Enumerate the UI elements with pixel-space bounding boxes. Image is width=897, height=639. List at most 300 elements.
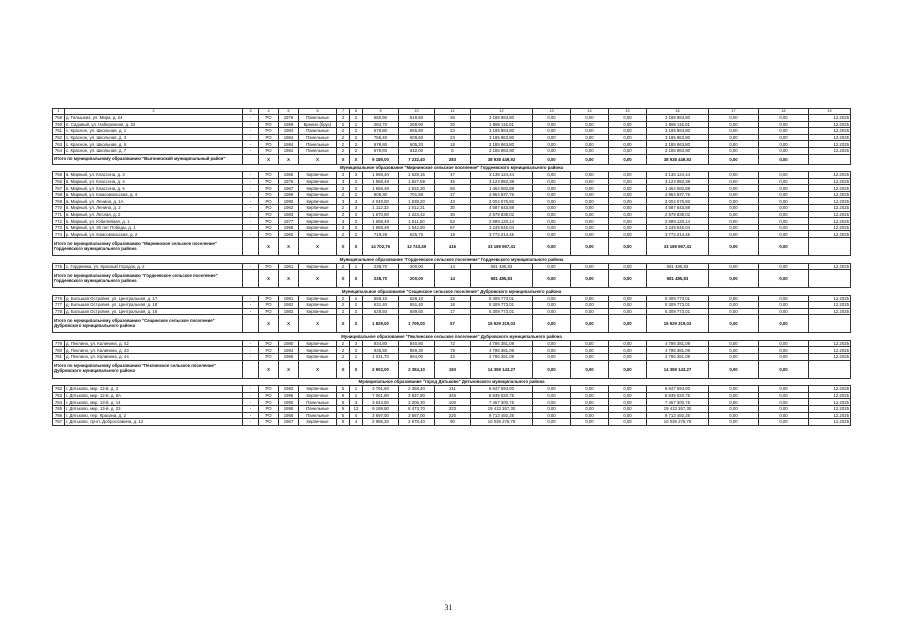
table-cell: 0,00 bbox=[709, 172, 759, 179]
table-cell: 2 978 839,02 bbox=[471, 211, 533, 218]
table-cell: 2 bbox=[350, 147, 363, 154]
table-cell: 3 185 863,80 bbox=[647, 115, 709, 122]
table-cell: 3 bbox=[337, 185, 350, 192]
table-cell: 0,00 bbox=[609, 224, 647, 231]
total-cell: Х bbox=[337, 270, 350, 288]
table-cell: 0,00 bbox=[533, 419, 571, 426]
address-cell: д. Пеклино, ул. Калинина, д. 43 bbox=[65, 347, 243, 354]
table-cell: 5 bbox=[435, 147, 471, 154]
table-cell: 22 bbox=[435, 295, 471, 302]
table-cell: 3 bbox=[350, 224, 363, 231]
table-cell: 12.2025 bbox=[809, 121, 851, 128]
table-cell: 0,00 bbox=[759, 185, 809, 192]
column-number: 2 bbox=[65, 109, 243, 115]
table-cell: 0,00 bbox=[709, 218, 759, 225]
total-cell: 193 bbox=[435, 360, 471, 378]
table-cell: 1 112,33 bbox=[363, 205, 399, 212]
table-cell: 609,60 bbox=[399, 134, 435, 141]
table-cell: 1 bbox=[350, 263, 363, 270]
table-cell: 764 bbox=[53, 147, 65, 154]
total-cell: Х bbox=[337, 360, 350, 378]
table-cell: РО bbox=[259, 392, 279, 399]
table-cell: Кирпичные bbox=[299, 218, 337, 225]
table-cell: 0,00 bbox=[533, 115, 571, 122]
table-cell: 4 587 643,88 bbox=[471, 205, 533, 212]
table-cell: 3 185 863,80 bbox=[647, 147, 709, 154]
total-cell: 0,00 bbox=[609, 360, 647, 378]
total-cell: 681 485,83 bbox=[647, 270, 709, 288]
table-cell: Панельные bbox=[299, 128, 337, 135]
table-cell: 2 bbox=[350, 141, 363, 148]
table-cell: 3 bbox=[337, 198, 350, 205]
table-cell: РО bbox=[259, 211, 279, 218]
table-cell: 0,00 bbox=[571, 340, 609, 347]
table-cell: 0,00 bbox=[709, 419, 759, 426]
table-cell: 12.2025 bbox=[809, 386, 851, 393]
table-row bbox=[53, 115, 851, 122]
table-cell: 5 309 773,01 bbox=[471, 302, 533, 309]
table-cell: 220 bbox=[435, 412, 471, 419]
address-cell: в. Мирный, ул. Классона, д. 3 bbox=[65, 172, 243, 179]
table-cell: 0,00 bbox=[609, 128, 647, 135]
table-cell: 0,00 bbox=[533, 121, 571, 128]
table-cell: 0,00 bbox=[571, 141, 609, 148]
table-cell: Кирпичные bbox=[299, 191, 337, 198]
table-cell: 0,00 bbox=[759, 134, 809, 141]
table-cell: 5 309 773,01 bbox=[471, 308, 533, 315]
table-cell: 2 bbox=[337, 302, 350, 309]
table-cell: Кирпичные bbox=[299, 205, 337, 212]
table-cell: 701,59 bbox=[399, 191, 435, 198]
total-cell: 14 359 143,27 bbox=[471, 360, 533, 378]
table-cell: 0,00 bbox=[709, 399, 759, 406]
table-cell: 12.2025 bbox=[809, 134, 851, 141]
table-cell: 2 bbox=[350, 308, 363, 315]
table-cell: 777 bbox=[53, 302, 65, 309]
table-cell: 0,00 bbox=[709, 191, 759, 198]
table-cell: 0,00 bbox=[609, 412, 647, 419]
table-cell: 23 bbox=[435, 134, 471, 141]
column-number: 1 bbox=[53, 109, 65, 115]
total-cell: 2 384,10 bbox=[399, 360, 435, 378]
table-cell: 0,00 bbox=[759, 412, 809, 419]
table-cell: 0,00 bbox=[609, 347, 647, 354]
table-cell: - bbox=[243, 191, 259, 198]
column-number: 14 bbox=[571, 109, 609, 115]
table-cell: 2 368,40 bbox=[399, 386, 435, 393]
table-cell: РО bbox=[259, 354, 279, 361]
section-title: Муниципальное образование "Мирнинское сельское поселение" Гордеевского муниципального района bbox=[53, 164, 851, 172]
table-cell: 43 bbox=[435, 354, 471, 361]
table-cell: 345 bbox=[435, 392, 471, 399]
total-row bbox=[53, 238, 851, 256]
table-cell: 2 bbox=[350, 115, 363, 122]
total-cell: Х bbox=[279, 360, 299, 378]
total-cell: 12 743,49 bbox=[399, 238, 435, 256]
table-cell: 591,40 bbox=[399, 302, 435, 309]
table-cell bbox=[243, 270, 259, 288]
total-cell: 681 485,83 bbox=[471, 270, 533, 288]
table-cell: 0,00 bbox=[533, 205, 571, 212]
table-cell: 0,00 bbox=[609, 392, 647, 399]
table-cell: Панельные bbox=[299, 141, 337, 148]
table-cell: 3 bbox=[350, 211, 363, 218]
total-label: Итого по муниципальному образованию "Мирнинское сельское поселение" Гордеевского муниципального района bbox=[53, 238, 243, 256]
table-cell: 1 bbox=[350, 121, 363, 128]
table-cell: 0,00 bbox=[709, 134, 759, 141]
table-cell: 775 bbox=[53, 263, 65, 270]
table-cell: 770 bbox=[53, 205, 65, 212]
table-cell: 0,00 bbox=[533, 224, 571, 231]
table-cell: 0,00 bbox=[709, 185, 759, 192]
total-cell: 0,00 bbox=[759, 360, 809, 378]
table-cell: 0,00 bbox=[533, 399, 571, 406]
address-cell: д. Пеклино, ул. Калинина, д. 44 bbox=[65, 354, 243, 361]
table-cell: - bbox=[243, 205, 259, 212]
table-cell: 0,00 bbox=[571, 185, 609, 192]
table-cell: 589,50 bbox=[399, 308, 435, 315]
total-cell: 416 bbox=[435, 238, 471, 256]
table-cell: 10 039 275,75 bbox=[647, 419, 709, 426]
table-cell: 3 123 882,38 bbox=[471, 178, 533, 185]
table-cell: 2 bbox=[337, 231, 350, 238]
table-cell: 768 bbox=[53, 191, 65, 198]
table-cell: 45 bbox=[435, 178, 471, 185]
table-cell: 20 bbox=[435, 121, 471, 128]
table-cell: - bbox=[243, 302, 259, 309]
table-cell: 3 bbox=[350, 218, 363, 225]
table-cell: 776 bbox=[53, 295, 65, 302]
total-cell: Х bbox=[299, 315, 337, 333]
table-cell: 19 413 267,30 bbox=[471, 405, 533, 412]
table-cell: 0,00 bbox=[759, 386, 809, 393]
total-cell: 14 702,76 bbox=[363, 238, 399, 256]
table-cell: 2 bbox=[337, 295, 350, 302]
table-cell: 1 012,21 bbox=[399, 205, 435, 212]
table-cell: 0,00 bbox=[571, 405, 609, 412]
table-cell: 1 bbox=[350, 386, 363, 393]
table-cell: 18 bbox=[435, 141, 471, 148]
table-row bbox=[53, 191, 851, 198]
total-cell: 200,00 bbox=[399, 270, 435, 288]
column-number: 8 bbox=[350, 109, 363, 115]
table-cell: 3 185 863,80 bbox=[647, 134, 709, 141]
table-cell: 2 678,40 bbox=[399, 419, 435, 426]
address-cell: в. Мирный, ул. Юбилейная, д. 1 bbox=[65, 218, 243, 225]
table-cell: 0,00 bbox=[709, 121, 759, 128]
section-header-row bbox=[53, 333, 851, 341]
table-row bbox=[53, 347, 851, 354]
table-cell: 840,80 bbox=[399, 340, 435, 347]
table-cell: 0,00 bbox=[571, 134, 609, 141]
table-cell: 679,60 bbox=[363, 147, 399, 154]
table-cell: 0,00 bbox=[609, 295, 647, 302]
table-cell: 2 889 120,14 bbox=[647, 218, 709, 225]
total-cell: 2 902,00 bbox=[363, 360, 399, 378]
table-cell: РО bbox=[259, 141, 279, 148]
table-row bbox=[53, 224, 851, 231]
table-cell: 2 bbox=[337, 121, 350, 128]
table-cell: РО bbox=[259, 302, 279, 309]
table-cell: 3 bbox=[350, 399, 363, 406]
table-cell: РО bbox=[259, 224, 279, 231]
address-cell: в. Мирный, ул. Ленина, д. 2 bbox=[65, 205, 243, 212]
table-cell: 0,00 bbox=[759, 302, 809, 309]
table-cell: 27 bbox=[435, 191, 471, 198]
table-cell: 2 bbox=[337, 191, 350, 198]
table-cell: 1 532,30 bbox=[399, 185, 435, 192]
table-cell: 0,00 bbox=[571, 412, 609, 419]
address-cell: в. Мирный, ул. Ленина, д. 1А bbox=[65, 198, 243, 205]
table-cell: 5 bbox=[337, 386, 350, 393]
table-cell: 3 249 545,04 bbox=[647, 224, 709, 231]
table-cell: 12.2025 bbox=[809, 218, 851, 225]
table-cell: 3 bbox=[350, 178, 363, 185]
table-row bbox=[53, 121, 851, 128]
column-number: 3 bbox=[243, 109, 259, 115]
table-row bbox=[53, 231, 851, 238]
table-cell: 0,00 bbox=[759, 211, 809, 218]
table-cell: 3 135 124,44 bbox=[647, 172, 709, 179]
table-cell: 4 587 643,88 bbox=[647, 205, 709, 212]
table-cell: 0,00 bbox=[571, 121, 609, 128]
table-cell: 5 309 773,01 bbox=[471, 295, 533, 302]
table-cell: Кирпичные bbox=[299, 354, 337, 361]
total-cell: 33 169 967,41 bbox=[647, 238, 709, 256]
total-cell: 1 709,00 bbox=[399, 315, 435, 333]
table-cell: - bbox=[243, 295, 259, 302]
table-cell: 1 527,59 bbox=[399, 178, 435, 185]
section-header-row bbox=[53, 378, 851, 386]
table-row bbox=[53, 340, 851, 347]
column-number: 15 bbox=[609, 109, 647, 115]
table-cell: 0,00 bbox=[759, 263, 809, 270]
table-cell: 1 538,20 bbox=[399, 198, 435, 205]
table-cell: 2 bbox=[350, 128, 363, 135]
table-cell: 0,00 bbox=[759, 399, 809, 406]
table-cell: 0,00 bbox=[609, 147, 647, 154]
table-row bbox=[53, 218, 851, 225]
table-cell: - bbox=[243, 134, 259, 141]
table-cell: 0,00 bbox=[571, 128, 609, 135]
table-cell: 1990 bbox=[279, 399, 299, 406]
table-cell: Кирпичные bbox=[299, 419, 337, 426]
table-cell: 0,00 bbox=[709, 302, 759, 309]
table-cell: - bbox=[243, 121, 259, 128]
total-cell: 0,00 bbox=[533, 360, 571, 378]
table-cell: 518,60 bbox=[399, 115, 435, 122]
table-cell: 0,00 bbox=[609, 399, 647, 406]
table-cell: 4 964 837,76 bbox=[471, 191, 533, 198]
table-cell: 30 bbox=[435, 211, 471, 218]
table-cell: 784 bbox=[53, 399, 65, 406]
table-cell: 0,00 bbox=[533, 405, 571, 412]
total-label: Итого по муниципальному образованию "Пеклинское сельское поселение" Дубровского муниципального района bbox=[53, 360, 243, 378]
table-cell: 3 123 882,38 bbox=[647, 178, 709, 185]
table-cell: 2 986,20 bbox=[363, 419, 399, 426]
table-cell: 2 bbox=[350, 295, 363, 302]
total-cell: Х bbox=[259, 360, 279, 378]
total-cell: 0,00 bbox=[571, 315, 609, 333]
table-cell: 2 bbox=[337, 141, 350, 148]
table-cell: 1959 bbox=[279, 121, 299, 128]
total-cell: Х bbox=[337, 238, 350, 256]
total-cell: Х bbox=[299, 238, 337, 256]
total-cell: 0,00 bbox=[709, 238, 759, 256]
table-cell: 12.2025 bbox=[809, 347, 851, 354]
table-cell: Панельные bbox=[299, 147, 337, 154]
table-cell: 3 185 863,80 bbox=[471, 141, 533, 148]
table-cell: 1 886 115,01 bbox=[471, 121, 533, 128]
table-cell: 12.2025 bbox=[809, 178, 851, 185]
table-cell: РО bbox=[259, 295, 279, 302]
table-cell: 780 bbox=[53, 347, 65, 354]
table-cell: 0,00 bbox=[609, 231, 647, 238]
section-title: Муниципальное образование "Гордеевское сельское поселение" Гордеевского муниципального района bbox=[53, 256, 851, 264]
table-cell: 779 bbox=[53, 340, 65, 347]
table-cell bbox=[243, 238, 259, 256]
table-cell: 12.2025 bbox=[809, 147, 851, 154]
table-cell: 2 bbox=[350, 231, 363, 238]
address-cell: в. Мирный, ул. 30 лет Победы, д. 1 bbox=[65, 224, 243, 231]
table-cell bbox=[243, 154, 259, 164]
table-cell: 1 bbox=[350, 354, 363, 361]
table-cell: - bbox=[243, 399, 259, 406]
column-number: 11 bbox=[435, 109, 471, 115]
table-cell: 806,30 bbox=[363, 191, 399, 198]
table-cell: 3 bbox=[350, 205, 363, 212]
total-cell: 0,00 bbox=[609, 315, 647, 333]
table-cell: 0,00 bbox=[759, 147, 809, 154]
table-cell: 3 185 863,80 bbox=[471, 128, 533, 135]
table-cell: 0,00 bbox=[759, 205, 809, 212]
table-cell: 30 bbox=[435, 205, 471, 212]
address-cell: с. Красное, ул. Школьная, д. 5 bbox=[65, 141, 243, 148]
table-cell: РО bbox=[259, 347, 279, 354]
table-cell: 3 185 863,80 bbox=[471, 134, 533, 141]
table-cell: 12.2025 bbox=[809, 198, 851, 205]
table-cell: 0,00 bbox=[571, 308, 609, 315]
table-cell: - bbox=[243, 224, 259, 231]
total-cell: 0,00 bbox=[533, 315, 571, 333]
table-cell: 0,00 bbox=[709, 128, 759, 135]
table-cell: 605,20 bbox=[399, 141, 435, 148]
table-cell: 0,00 bbox=[571, 399, 609, 406]
table-cell: 2 bbox=[337, 340, 350, 347]
table-cell: - bbox=[243, 218, 259, 225]
table-cell: 4 786 381,09 bbox=[471, 347, 533, 354]
table-cell: 0,00 bbox=[709, 308, 759, 315]
table-cell: 1982 bbox=[279, 302, 299, 309]
table-cell: 0,00 bbox=[533, 308, 571, 315]
column-number: 4 bbox=[259, 109, 279, 115]
total-cell: 0,00 bbox=[609, 154, 647, 164]
section-header-row bbox=[53, 256, 851, 264]
table-cell: 0,00 bbox=[533, 147, 571, 154]
table-cell: РО bbox=[259, 121, 279, 128]
table-cell: 12.2025 bbox=[809, 399, 851, 406]
table-cell: 3 185 863,80 bbox=[647, 141, 709, 148]
table-cell: 1 223,42 bbox=[399, 211, 435, 218]
table-cell: 4 964 837,76 bbox=[647, 191, 709, 198]
table-row bbox=[53, 419, 851, 426]
total-cell: 0,00 bbox=[759, 154, 809, 164]
table-cell: 7 061,80 bbox=[363, 392, 399, 399]
total-cell: 0,00 bbox=[709, 270, 759, 288]
table-cell: 1984 bbox=[279, 128, 299, 135]
table-cell: 0,00 bbox=[571, 302, 609, 309]
table-cell: 0,00 bbox=[759, 178, 809, 185]
table-cell: 0,00 bbox=[759, 419, 809, 426]
table-cell: 0,00 bbox=[533, 392, 571, 399]
column-number: 19 bbox=[809, 109, 851, 115]
table-cell: 719,28 bbox=[363, 231, 399, 238]
total-cell: Х bbox=[350, 270, 363, 288]
table-cell: 0,00 bbox=[709, 147, 759, 154]
column-number: 9 bbox=[363, 109, 399, 115]
table-cell: 0,00 bbox=[571, 198, 609, 205]
table-cell: 0,00 bbox=[571, 354, 609, 361]
table-cell: 0,00 bbox=[709, 178, 759, 185]
table-cell: 1984 bbox=[279, 141, 299, 148]
table-cell: 756,40 bbox=[363, 134, 399, 141]
table-cell: 935,50 bbox=[363, 347, 399, 354]
table-cell: 8 847 594,00 bbox=[471, 386, 533, 393]
table-cell: 0,00 bbox=[609, 121, 647, 128]
total-cell: 14 bbox=[435, 270, 471, 288]
table-cell: 783 bbox=[53, 392, 65, 399]
table-cell: 0,00 bbox=[533, 128, 571, 135]
table-cell: 2 bbox=[337, 128, 350, 135]
table-cell: 1965 bbox=[279, 172, 299, 179]
table-cell: 1984 bbox=[279, 134, 299, 141]
column-number: 5 bbox=[279, 109, 299, 115]
address-cell: д. Пеклино, ул. Калинина, д. 42 bbox=[65, 340, 243, 347]
total-cell: 0,00 bbox=[571, 238, 609, 256]
table-cell: Кирпичные bbox=[299, 263, 337, 270]
table-cell: Бревно (брус) bbox=[299, 121, 337, 128]
table-cell: 0,00 bbox=[533, 178, 571, 185]
table-cell: РО bbox=[259, 308, 279, 315]
table-cell: 1977 bbox=[279, 218, 299, 225]
total-cell: Х bbox=[350, 238, 363, 256]
table-cell: 1990 bbox=[279, 198, 299, 205]
table-cell: 625,73 bbox=[399, 231, 435, 238]
table-cell: 8 847 594,00 bbox=[647, 386, 709, 393]
table-cell bbox=[243, 315, 259, 333]
table-row bbox=[53, 405, 851, 412]
housing-register-table bbox=[52, 108, 851, 426]
table-cell: 0,00 bbox=[709, 141, 759, 148]
table-cell: 4 786 381,09 bbox=[647, 354, 709, 361]
table-cell: 765 bbox=[53, 172, 65, 179]
table-cell: 1983 bbox=[279, 211, 299, 218]
table-cell: 7 457 300,75 bbox=[647, 399, 709, 406]
table-cell: Кирпичные bbox=[299, 211, 337, 218]
table-cell: 568,10 bbox=[363, 295, 399, 302]
column-number: 18 bbox=[759, 109, 809, 115]
table-cell: 1976 bbox=[279, 115, 299, 122]
table-row bbox=[53, 205, 851, 212]
table-cell: - bbox=[243, 412, 259, 419]
document-page bbox=[52, 108, 850, 426]
table-cell: 1 658,49 bbox=[363, 218, 399, 225]
table-cell: 72 bbox=[435, 340, 471, 347]
total-cell: 0,00 bbox=[759, 238, 809, 256]
table-cell: - bbox=[243, 211, 259, 218]
table-cell: 0,00 bbox=[759, 295, 809, 302]
table-cell: 3 bbox=[337, 172, 350, 179]
